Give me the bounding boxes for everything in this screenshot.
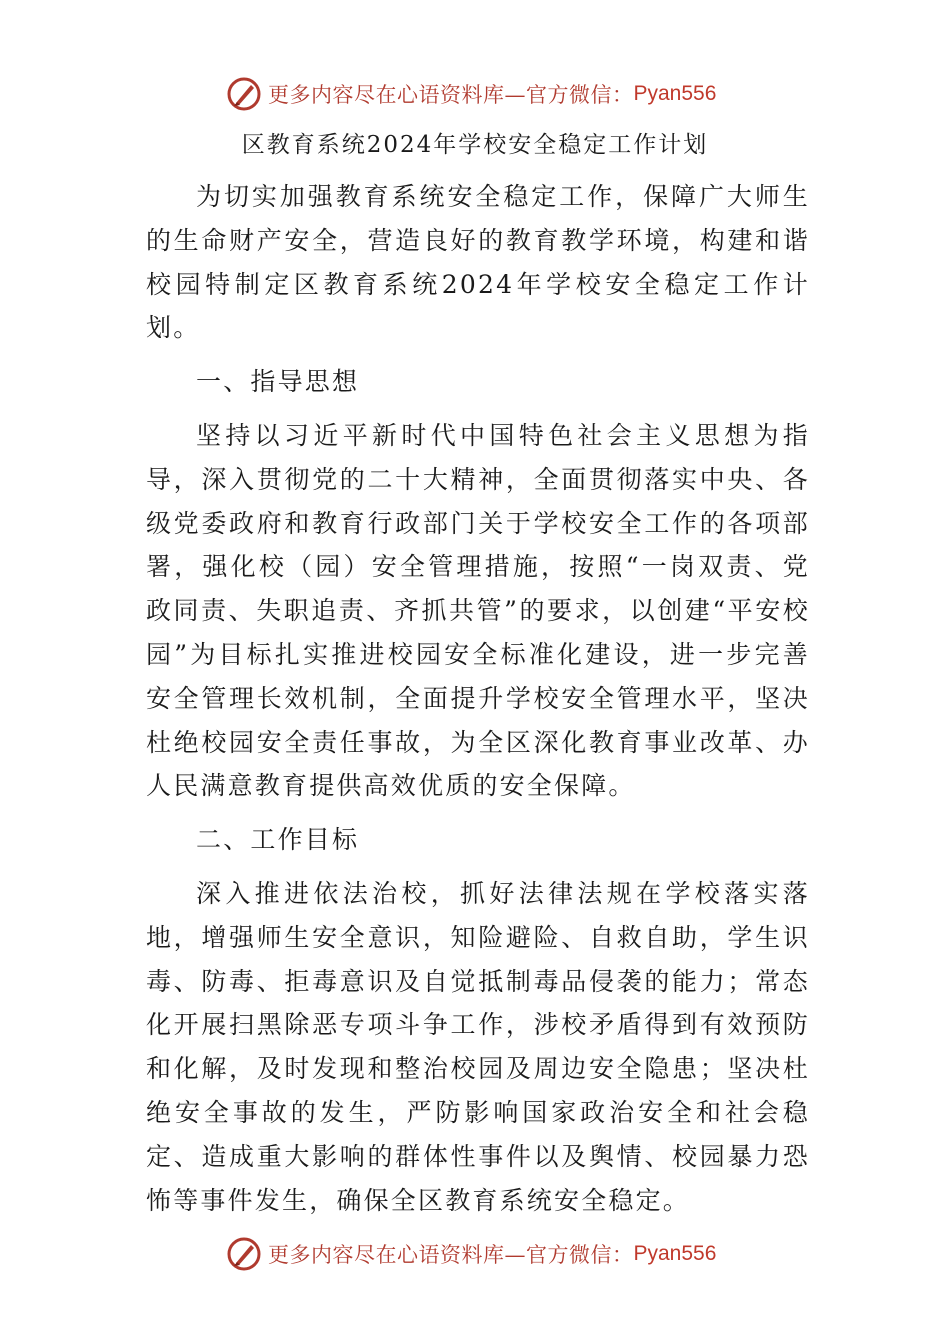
watermark-banner-bottom: [226, 1234, 716, 1274]
watermark-contact: Pyan556: [633, 1242, 717, 1265]
pen-logo-icon: [226, 76, 262, 112]
pen-logo-icon: [226, 1236, 262, 1272]
document-title: 区教育系统2024年学校安全稳定工作计划: [241, 132, 709, 158]
document-body: [146, 175, 810, 1232]
watermark-contact: Pyan556: [633, 82, 717, 105]
section-heading: 二、工作目标: [196, 825, 360, 855]
intro-paragraph: 为切实加强教育系统安全稳定工作，保障广大师生的生命财产安全，营造良好的教育教学环境，构建和谐校园特制定区教育系统2024年学校安全稳定工作计划。: [146, 182, 810, 343]
watermark-text: 更多内容尽在心语资料库—官方微信：: [268, 1243, 634, 1267]
section-paragraph: 坚持以习近平新时代中国特色社会主义思想为指导，深入贯彻党的二十大精神，全面贯彻落实中央、各级党委政府和教育行政部门关于学校安全工作的各项部署，强化校（园）安全管理措施，按照“一岗双责、党政同责、失职追责、齐抓共管”的要求，以创建“平安校园”为目标扎实推进校园安全标准化建设，进一步完善安全管理长效机制，全面提升学校安全管理水平，坚决杜绝校园安全责任事故，为全区深化教育事业改革、办人民满意教育提供高效优质的安全保障。: [146, 420, 810, 801]
watermark-text: 更多内容尽在心语资料库—官方微信：: [268, 83, 634, 107]
section-heading: 一、指导思想: [196, 367, 360, 397]
section-paragraph: 深入推进依法治校，抓好法律法规在学校落实落地，增强师生安全意识，知险避险、自救自助，学生识毒、防毒、拒毒意识及自觉抵制毒品侵袭的能力；常态化开展扫黑除恶专项斗争工作，涉校矛盾得到有效预防和化解，及时发现和整治校园及周边安全隐患；坚决杜绝安全事故的发生，严防影响国家政治安全和社会稳定、造成重大影响的群体性事件以及舆情、校园暴力恐怖等事件发生，确保全区教育系统安全稳定。: [146, 878, 810, 1215]
watermark-banner-top: [226, 74, 716, 114]
